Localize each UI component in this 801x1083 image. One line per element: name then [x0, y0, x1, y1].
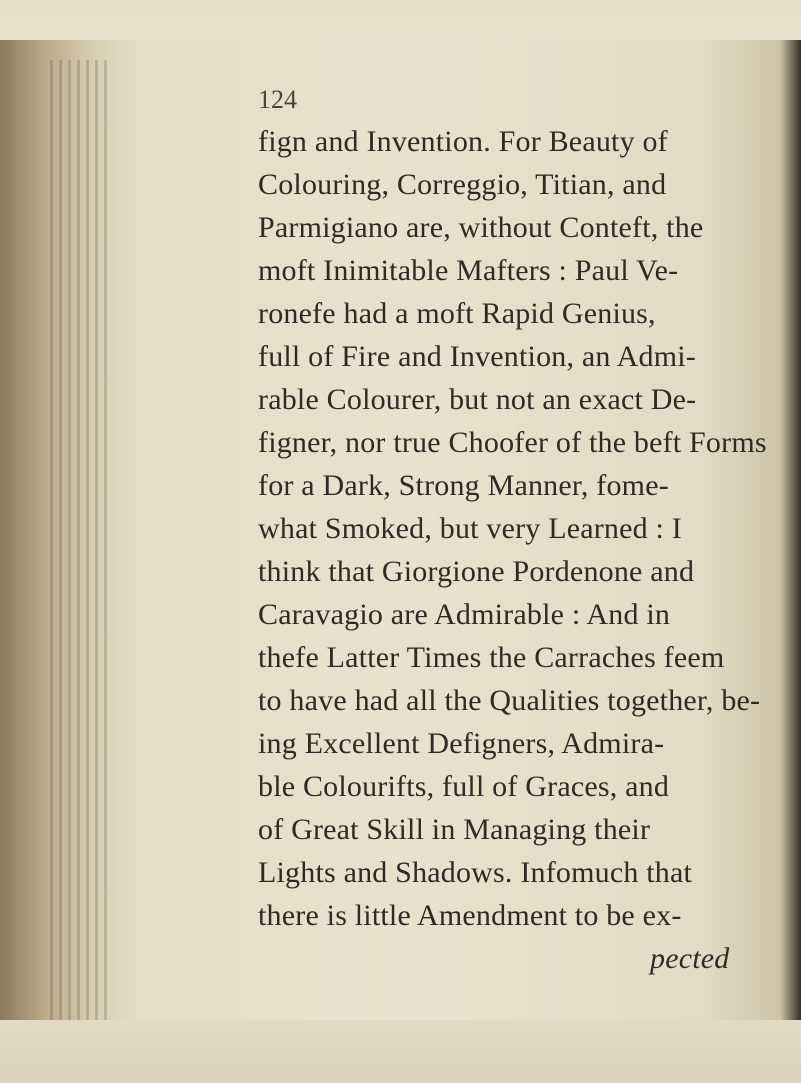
text-line: ronefe had a moft Rapid Genius,	[258, 297, 656, 330]
text-line: for a Dark, Strong Manner, fome-	[258, 469, 669, 502]
text-line: think that Giorgione Pordenone and	[258, 555, 695, 588]
page-top-margin	[0, 0, 801, 40]
text-line: moft Inimitable Mafters : Paul Ve-	[258, 254, 679, 287]
text-line: full of Fire and Invention, an Admi-	[258, 340, 696, 373]
text-line: fign and Invention. For Beauty of	[258, 125, 668, 158]
text-line: to have had all the Qualities together, be-	[258, 684, 761, 717]
text-line: pected	[650, 942, 730, 975]
text-line: of Great Skill in Managing their	[258, 813, 651, 846]
page-bottom-margin	[0, 1020, 801, 1083]
text-line: there is little Amendment to be ex-	[258, 899, 682, 932]
text-line: rable Colourer, but not an exact De-	[258, 383, 697, 416]
text-line: what Smoked, but very Learned : I	[258, 512, 682, 545]
text-line: Colouring, Correggio, Titian, and	[258, 168, 667, 201]
text-line: Lights and Shadows. Infomuch that	[258, 856, 693, 889]
text-line: thefe Latter Times the Carraches feem	[258, 641, 725, 674]
text-line: ble Colourifts, full of Graces, and	[258, 770, 670, 803]
text-line: ing Excellent Defigners, Admira-	[258, 727, 665, 760]
page-number: 124	[258, 85, 297, 114]
text-line: Caravagio are Admirable : And in	[258, 598, 671, 631]
text-line: Parmigiano are, without Conteft, the	[258, 211, 704, 244]
book-binding-shadow	[50, 60, 110, 1020]
text-line: figner, nor true Choofer of the beft Forms	[258, 426, 767, 459]
